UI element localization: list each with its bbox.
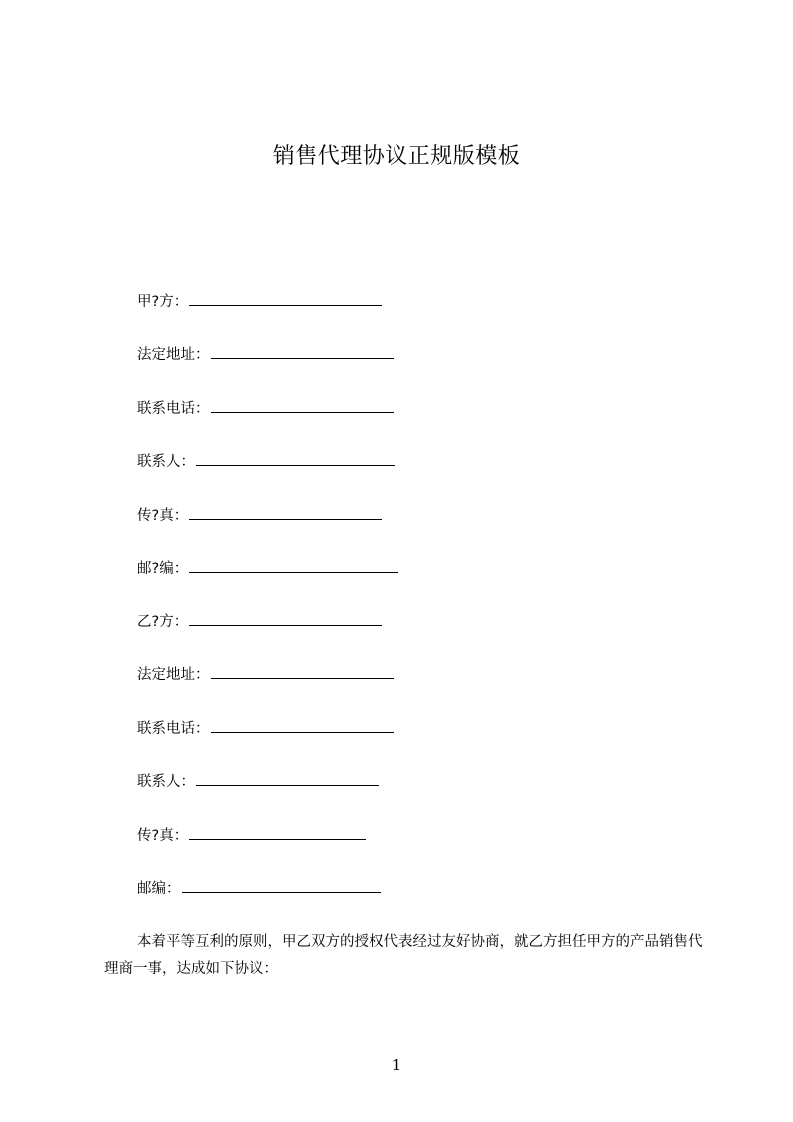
party-a-name-label: 甲?方： [137, 294, 189, 310]
party-b-address-label: 法定地址： [137, 667, 210, 683]
party-b-fax-blank [189, 825, 366, 840]
party-b-name-field [137, 611, 382, 633]
party-b-name-blank [189, 611, 382, 626]
party-b-contact-label: 联系人： [137, 774, 195, 790]
party-a-phone-label: 联系电话： [137, 401, 210, 417]
party-b-name-label: 乙?方： [137, 614, 189, 630]
party-a-address-field [137, 344, 394, 366]
party-a-contact-blank [196, 451, 395, 466]
page-number: 1 [391, 1056, 402, 1074]
party-b-phone-field [137, 718, 394, 740]
party-a-phone-field [137, 398, 394, 420]
party-a-fax-label: 传?真： [137, 508, 189, 524]
party-b-postcode-label: 邮编： [137, 881, 181, 897]
party-a-postcode-blank [189, 558, 398, 573]
party-b-postcode-blank [182, 878, 381, 893]
document-title: 销售代理协议正规版模板 [272, 144, 521, 169]
party-b-fax-field [137, 825, 366, 847]
party-a-address-blank [211, 344, 394, 359]
party-a-phone-blank [211, 398, 394, 413]
party-b-address-field [137, 664, 394, 686]
party-b-phone-blank [211, 718, 394, 733]
party-b-postcode-field [137, 878, 381, 900]
party-b-phone-label: 联系电话： [137, 721, 210, 737]
party-a-fax-field [137, 505, 382, 527]
party-b-address-blank [211, 664, 394, 679]
party-a-contact-field [137, 451, 395, 473]
party-b-fax-label: 传?真： [137, 828, 189, 844]
party-a-name-field [137, 291, 382, 313]
party-a-address-label: 法定地址： [137, 347, 210, 363]
intro-paragraph: 本着平等互利的原则，甲乙双方的授权代表经过友好协商，就乙方担任甲方的产品销售代理商一事，达成如下协议： [104, 934, 703, 977]
party-a-postcode-label: 邮?编： [137, 561, 189, 577]
party-a-fax-blank [189, 505, 382, 520]
party-a-name-blank [189, 291, 382, 306]
party-a-postcode-field [137, 558, 398, 580]
party-b-contact-field [137, 771, 379, 793]
party-a-contact-label: 联系人： [137, 454, 195, 470]
party-b-contact-blank [196, 771, 379, 786]
